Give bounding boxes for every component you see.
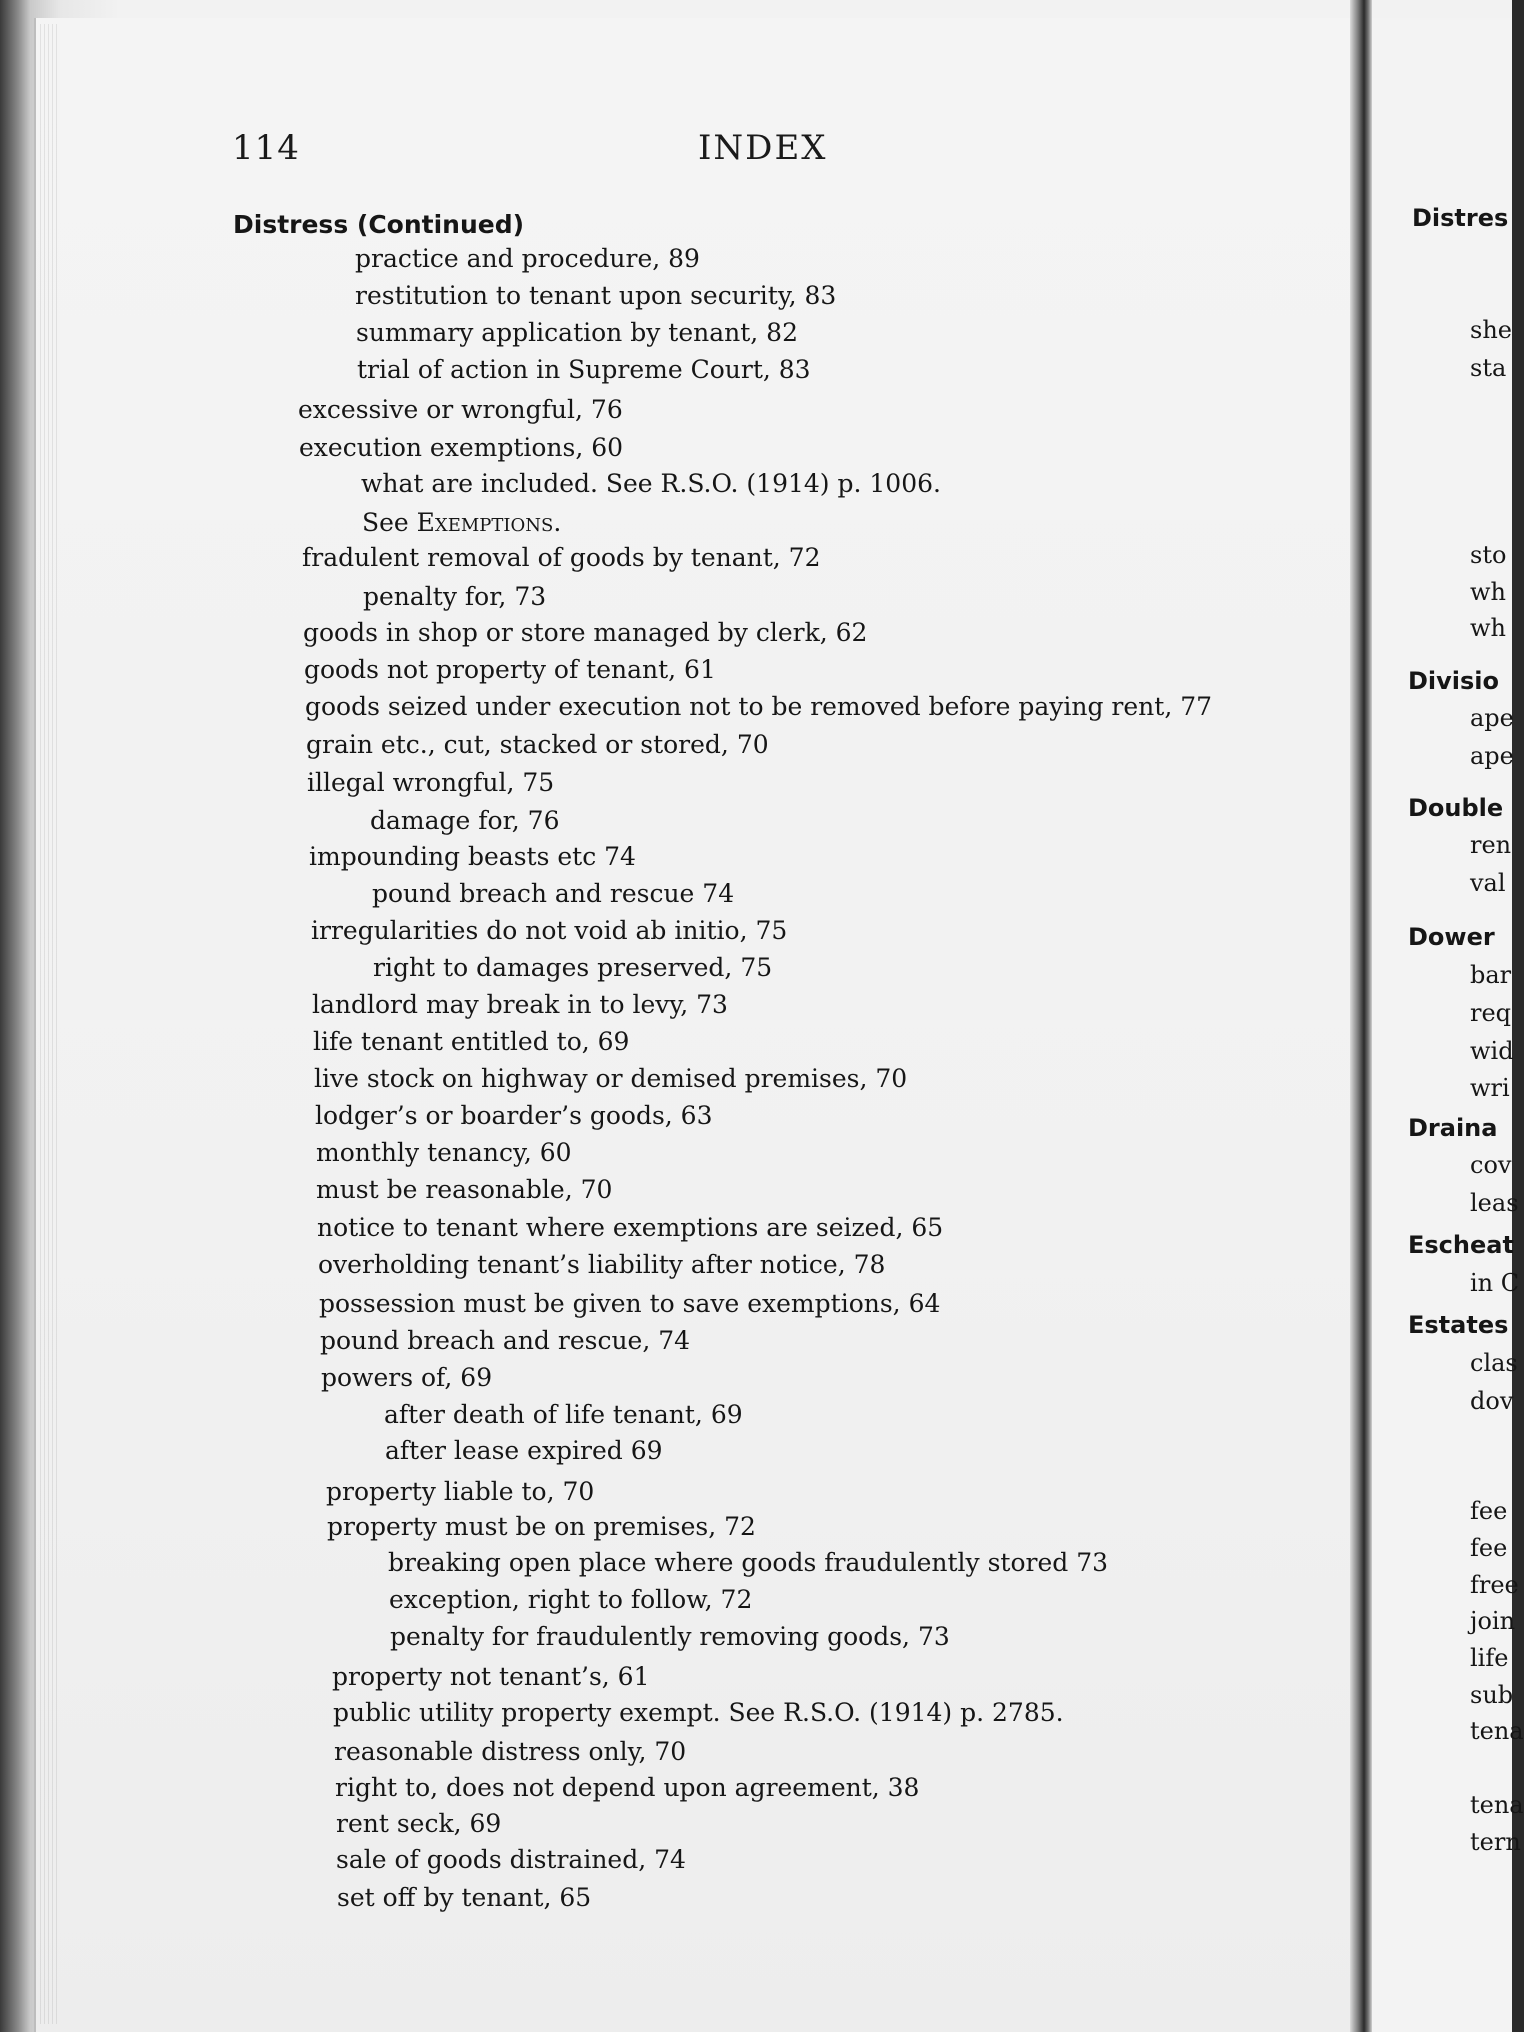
index-entry: public utility property exempt. See R.S.O. (1914) p. 2785. xyxy=(333,1698,1064,1727)
index-entry: reasonable distress only, 70 xyxy=(334,1737,687,1766)
index-entry: overholding tenant’s liability after notice, 78 xyxy=(318,1250,886,1279)
right-entry-fragment: wri xyxy=(1470,1074,1510,1102)
index-entry: must be reasonable, 70 xyxy=(316,1175,613,1204)
right-entry-fragment: req xyxy=(1470,999,1512,1027)
index-entry: exception, right to follow, 72 xyxy=(389,1585,753,1614)
index-entry: life tenant entitled to, 69 xyxy=(313,1027,630,1056)
index-entry: sale of goods distrained, 74 xyxy=(336,1845,686,1874)
index-entry: practice and procedure, 89 xyxy=(355,244,700,273)
see-exemptions-caps: Exemptions. xyxy=(416,508,562,537)
index-entry: right to damages preserved, 75 xyxy=(373,953,773,982)
index-entry-see-exemptions xyxy=(362,508,561,538)
index-entry: fradulent removal of goods by tenant, 72 xyxy=(302,543,821,572)
right-entry-fragment: ape xyxy=(1470,704,1514,732)
right-entry-fragment: clas xyxy=(1470,1349,1518,1377)
index-entry: penalty for, 73 xyxy=(363,582,547,611)
index-entry: breaking open place where goods fraudulently stored 73 xyxy=(388,1548,1109,1577)
page-edge-lines xyxy=(40,24,58,2024)
right-entry-fragment: wid xyxy=(1470,1037,1514,1065)
page-number: 114 xyxy=(232,128,300,168)
right-heading-fragment: Estates xyxy=(1408,1311,1509,1339)
right-heading-fragment: Distres xyxy=(1412,204,1509,232)
right-entry-fragment: sto xyxy=(1470,541,1507,569)
right-heading-fragment: Escheat xyxy=(1408,1231,1514,1259)
right-entry-fragment: ren xyxy=(1470,831,1512,859)
right-entry-fragment: join xyxy=(1470,1607,1516,1635)
index-entry: lodger’s or boarder’s goods, 63 xyxy=(315,1101,713,1130)
see-text: See xyxy=(362,508,417,537)
right-entry-fragment: tena xyxy=(1470,1717,1524,1745)
index-entry: penalty for fraudulently removing goods, 73 xyxy=(390,1622,950,1651)
index-entry: goods in shop or store managed by clerk, 62 xyxy=(303,618,868,647)
book-gutter xyxy=(1350,0,1372,2032)
index-entry: excessive or wrongful, 76 xyxy=(298,395,623,424)
right-heading-fragment: Double xyxy=(1408,794,1504,822)
right-entry-fragment: she xyxy=(1470,316,1512,344)
index-entry: summary application by tenant, 82 xyxy=(356,318,798,347)
index-entry: property must be on premises, 72 xyxy=(327,1512,756,1541)
index-entry: irregularities do not void ab initio, 75 xyxy=(311,916,788,945)
index-entry: what are included. See R.S.O. (1914) p. 1006. xyxy=(361,469,941,498)
index-entry: possession must be given to save exemptions, 64 xyxy=(319,1289,941,1318)
index-entry: goods seized under execution not to be removed before paying rent, 77 xyxy=(305,692,1213,721)
right-entry-fragment: bar xyxy=(1470,961,1512,989)
right-entry-fragment: fee xyxy=(1470,1534,1508,1562)
right-entry-fragment: leas xyxy=(1470,1189,1519,1217)
index-entry: execution exemptions, 60 xyxy=(299,433,624,462)
index-entry: damage for, 76 xyxy=(370,806,560,835)
index-entry: goods not property of tenant, 61 xyxy=(304,655,716,684)
right-heading-fragment: Divisio xyxy=(1408,667,1500,695)
right-entry-fragment: dov xyxy=(1470,1387,1514,1415)
index-entry: right to, does not depend upon agreement, 38 xyxy=(335,1773,920,1802)
right-entry-fragment: sta xyxy=(1470,354,1507,382)
index-entry: after death of life tenant, 69 xyxy=(384,1400,743,1429)
index-entry: set off by tenant, 65 xyxy=(337,1883,592,1912)
right-entry-fragment: in C xyxy=(1470,1269,1520,1297)
index-entry: notice to tenant where exemptions are seized, 65 xyxy=(317,1213,944,1242)
index-entry: restitution to tenant upon security, 83 xyxy=(355,281,837,310)
right-entry-fragment: val xyxy=(1470,869,1506,897)
right-entry-fragment: free xyxy=(1470,1571,1519,1599)
right-entry-fragment: wh xyxy=(1470,614,1506,642)
index-entry: pound breach and rescue, 74 xyxy=(320,1326,691,1355)
right-entry-fragment: wh xyxy=(1470,578,1506,606)
index-entry: pound breach and rescue 74 xyxy=(372,879,735,908)
running-head: INDEX xyxy=(698,128,828,168)
right-entry-fragment: tern xyxy=(1470,1828,1521,1856)
index-entry: grain etc., cut, stacked or stored, 70 xyxy=(306,730,769,759)
index-entry: trial of action in Supreme Court, 83 xyxy=(357,355,811,384)
right-entry-fragment: tena xyxy=(1470,1791,1524,1819)
index-entry: rent seck, 69 xyxy=(336,1809,502,1838)
index-entry: property not tenant’s, 61 xyxy=(332,1662,650,1691)
right-entry-fragment: life xyxy=(1470,1644,1509,1672)
right-heading-fragment: Dower xyxy=(1408,923,1495,951)
right-entry-fragment: fee xyxy=(1470,1497,1508,1525)
index-entry: monthly tenancy, 60 xyxy=(316,1138,572,1167)
right-entry-fragment: ape xyxy=(1470,742,1514,770)
right-heading-fragment: Draina xyxy=(1408,1114,1498,1142)
index-heading: Distress (Continued) xyxy=(233,210,525,239)
index-entry: powers of, 69 xyxy=(321,1363,493,1392)
right-entry-fragment: cov xyxy=(1470,1151,1512,1179)
index-entry: landlord may break in to levy, 73 xyxy=(312,990,728,1019)
index-entry: impounding beasts etc 74 xyxy=(309,842,636,871)
right-entry-fragment: sub xyxy=(1470,1681,1514,1709)
index-entry: property liable to, 70 xyxy=(326,1477,595,1506)
index-entry: live stock on highway or demised premises, 70 xyxy=(314,1064,908,1093)
index-entry: illegal wrongful, 75 xyxy=(307,768,555,797)
index-entry: after lease expired 69 xyxy=(385,1436,663,1465)
